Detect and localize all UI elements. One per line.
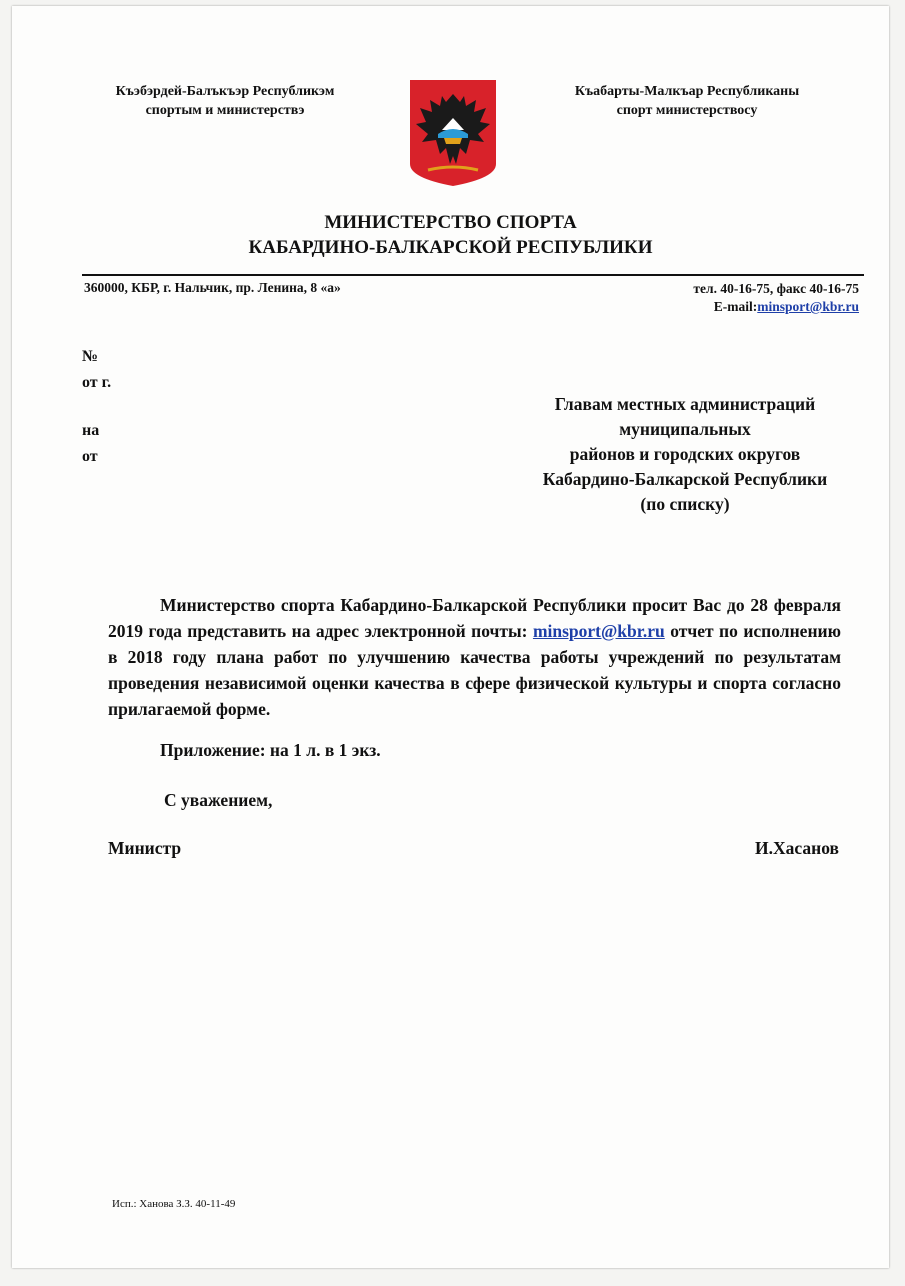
closing-phrase: С уважением, — [164, 790, 273, 810]
letter-page — [12, 6, 889, 1268]
header-right-block — [542, 82, 832, 120]
header-right-line2: спорт министерствосу — [616, 103, 758, 118]
body-text-part2: отчет по исполнению в 2018 году плана работ по улучшению качества работы учреждений по результатам проведения независимой оценки качества в сфере физической культуры и спорта согласно прилагаемой форме. — [108, 621, 841, 719]
letter-body — [108, 592, 841, 722]
reply-to: на — [82, 422, 100, 439]
ministry-title — [12, 210, 889, 260]
header-right-line1: Къабарты-Малкъар Республиканы — [574, 84, 800, 99]
ministry-address: 360000, КБР, г. Нальчик, пр. Ленина, 8 «а» — [84, 280, 341, 295]
signatory-name: И.Хасанов — [755, 838, 839, 858]
attachment-note: Приложение: на 1 л. в 1 экз. — [160, 740, 381, 760]
recipient-line2: муниципальных — [619, 419, 751, 439]
letter-date: от г. — [82, 374, 112, 391]
body-text-part1: Министерство спорта Кабардино-Балкарской Республики просит Вас до 28 февраля 2019 года представить на адрес электронной почты: — [108, 595, 841, 641]
recipient-line5: (по списку) — [640, 494, 730, 514]
ministry-title-line2: КАБАРДИНО-БАЛКАРСКОЙ РЕСПУБЛИКИ — [248, 237, 653, 258]
body-email-link[interactable]: minsport@kbr.ru — [532, 621, 665, 641]
header-left-line2: спортым и министерствэ — [145, 103, 305, 118]
recipient-line1: Главам местных администраций — [554, 394, 816, 414]
recipient-line3: районов и городских округов — [569, 444, 801, 464]
ministry-phone: тел. 40-16-75, факс 40-16-75 — [693, 281, 859, 296]
ministry-title-line1: МИНИСТЕРСТВО СПОРТА — [324, 212, 577, 233]
header-email-link[interactable]: minsport@kbr.ru — [757, 299, 859, 314]
header-divider — [82, 274, 864, 276]
signatory-title: Министр — [108, 838, 182, 858]
letter-number: № — [82, 348, 99, 365]
ministry-contacts — [693, 280, 859, 316]
coat-of-arms-eagle-icon — [408, 78, 498, 188]
ministry-email-line — [693, 298, 859, 316]
recipient-line4: Кабардино-Балкарской Республики — [542, 469, 828, 489]
header-left-block — [80, 82, 370, 120]
email-label: E-mail: — [713, 299, 758, 314]
recipient-block — [510, 392, 860, 517]
reply-from: от — [82, 448, 98, 465]
executor-note: Исп.: Ханова З.З. 40-11-49 — [112, 1198, 236, 1210]
header-left-line1: Къэбэрдей-Балъкъэр Республикэм — [115, 84, 335, 99]
